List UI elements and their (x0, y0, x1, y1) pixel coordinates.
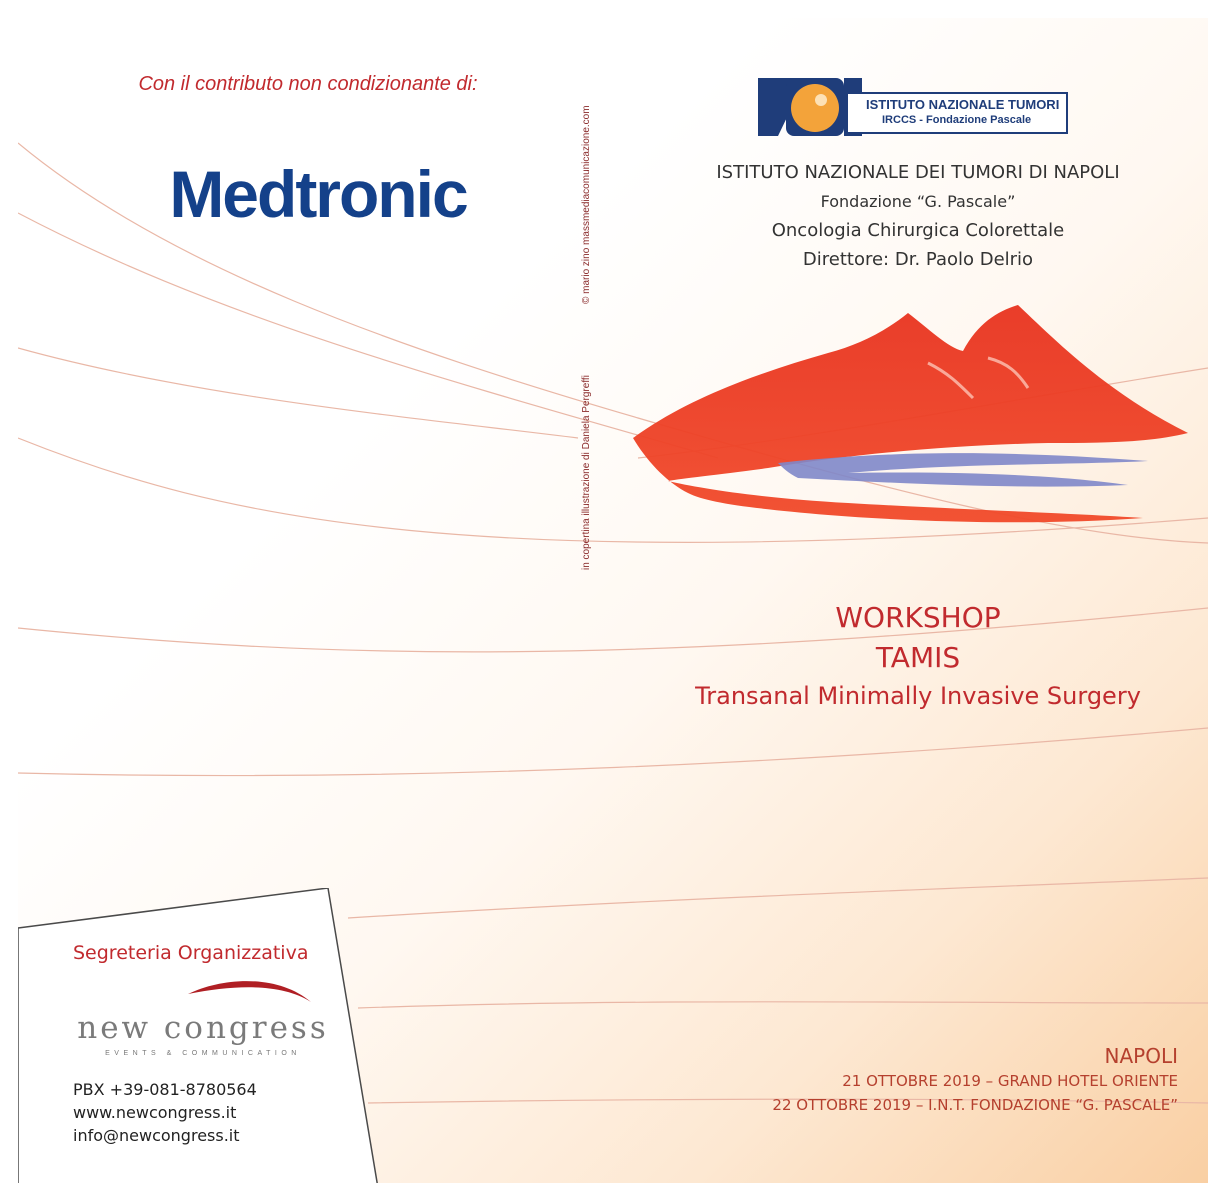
title-tamis: TAMIS (875, 641, 961, 674)
institute-info (658, 158, 1178, 274)
event-date-2: 22 OTTOBRE 2019 – I.N.T. FONDAZIONE “G. PASCALE” (772, 1096, 1178, 1114)
institute-department: Oncologia Chirurgica Colorettale (771, 220, 1065, 241)
institute-logo-text (848, 92, 1068, 134)
contact-website[interactable]: www.newcongress.it (73, 1103, 237, 1122)
institute-director: Direttore: Dr. Paolo Delrio (802, 249, 1034, 270)
medtronic-logo: Medtronic (169, 157, 467, 231)
workshop-title (638, 598, 1198, 714)
design-credit: © mario zino massmediacomunicazione.com (581, 105, 592, 304)
secretariat-title: Segreteria Organizzativa (73, 942, 309, 964)
event-date-1: 21 OTTOBRE 2019 – GRAND HOTEL ORIENTE (842, 1072, 1178, 1090)
brochure-cover (18, 18, 1208, 1183)
title-workshop: WORKSHOP (835, 601, 1001, 634)
institute-logo-line1: ISTITUTO NAZIONALE TUMORI (866, 97, 1060, 112)
institute-logo-line2: IRCCS - Fondazione Pascale (882, 114, 1032, 126)
secretariat-contacts (73, 1078, 257, 1147)
institute-name: ISTITUTO NAZIONALE DEI TUMORI DI NAPOLI (716, 162, 1120, 183)
event-details (658, 1043, 1178, 1117)
new-congress-logo: new congress (77, 1010, 329, 1046)
contact-email[interactable]: info@newcongress.it (73, 1126, 240, 1145)
sponsor-label: Con il contributo non condizionante di: (138, 73, 478, 95)
title-subtitle: Transanal Minimally Invasive Surgery (695, 682, 1141, 710)
contact-phone: PBX +39-081-8780564 (73, 1080, 257, 1099)
event-city: NAPOLI (1104, 1044, 1178, 1068)
new-congress-tagline: EVENTS & COMMUNICATION (105, 1050, 301, 1057)
watercolor-illustration (628, 303, 1198, 533)
new-congress-swoosh (183, 972, 323, 1012)
institute-foundation: Fondazione “G. Pascale” (820, 192, 1016, 211)
secretariat-card (73, 938, 353, 1145)
illustration-credit: in copertina illustrazione di Daniela Pergreffi (581, 375, 592, 570)
